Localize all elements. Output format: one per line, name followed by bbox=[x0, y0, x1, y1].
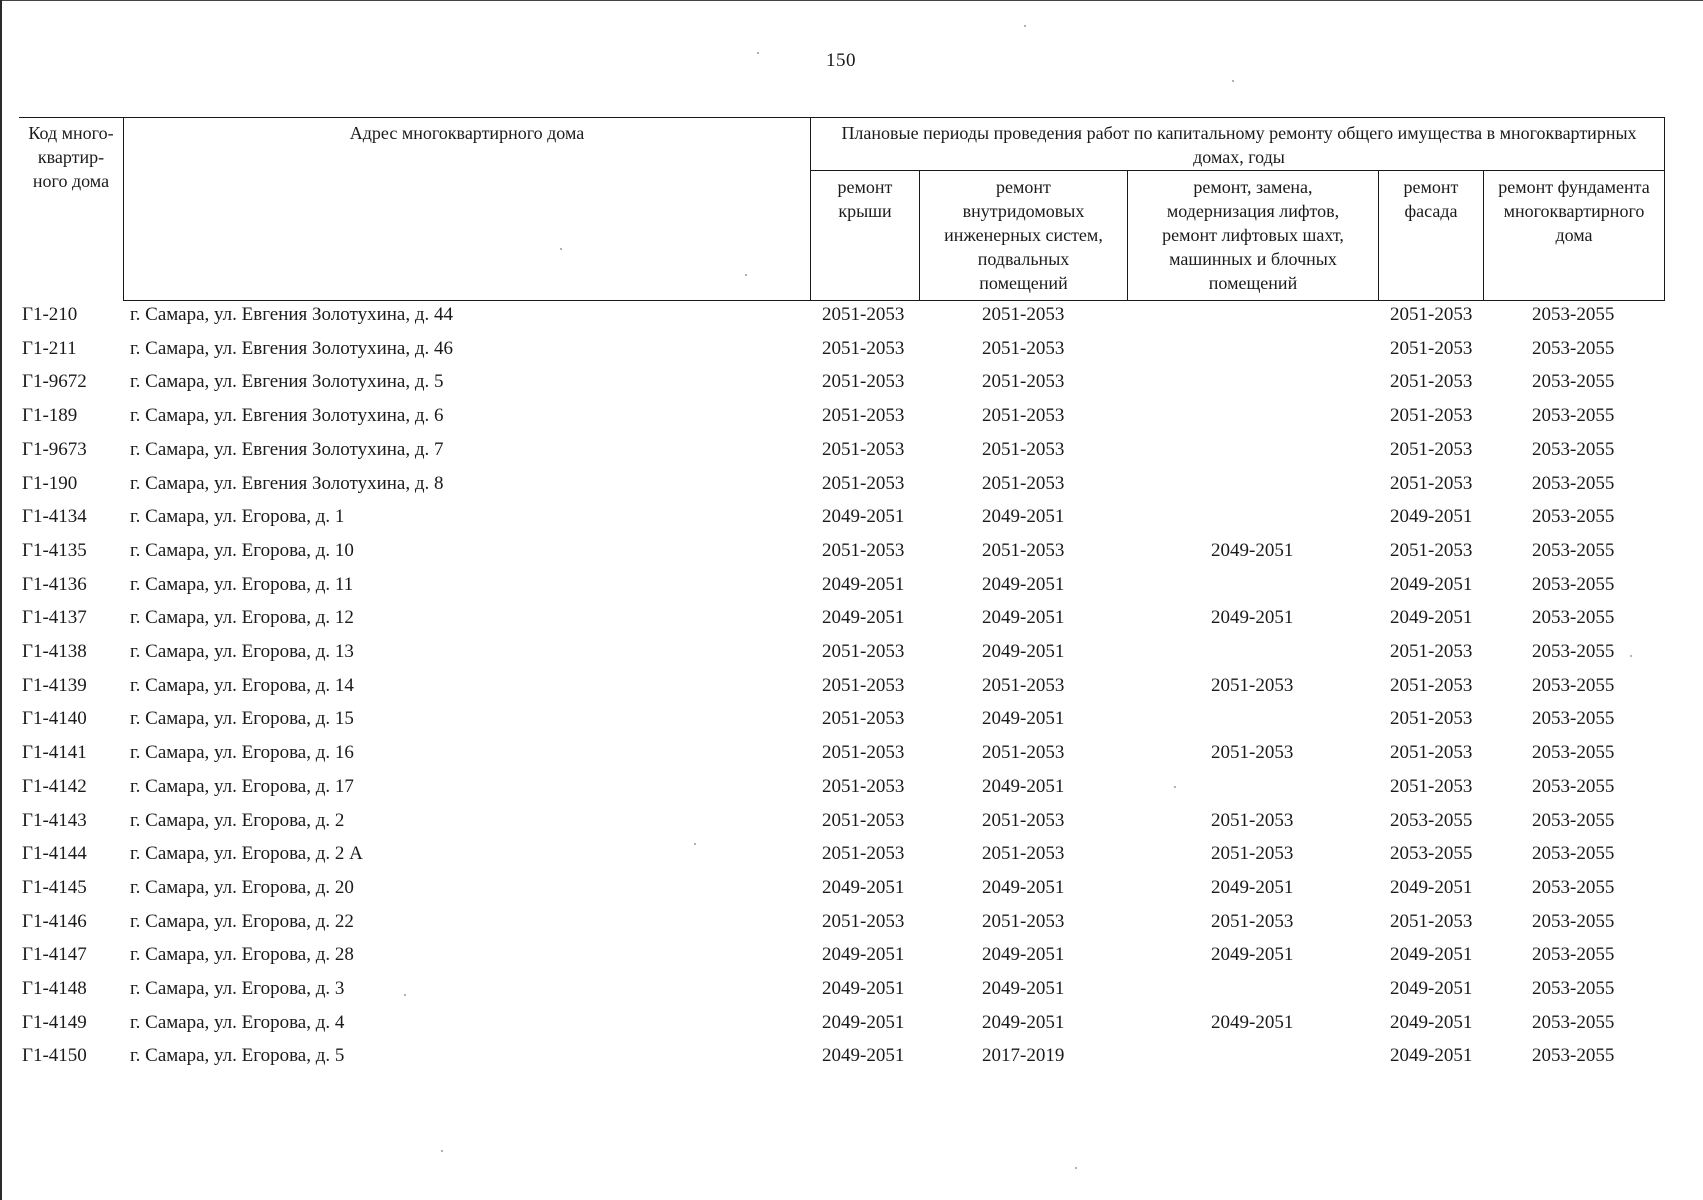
cell-roof: 2051-2053 bbox=[822, 405, 905, 427]
cell-foundation: 2053-2055 bbox=[1532, 910, 1615, 932]
cell-address: г. Самара, ул. Егорова, д. 1 bbox=[130, 506, 345, 528]
cell-code: Г1-4140 bbox=[22, 708, 87, 730]
cell-engineering: 2049-2051 bbox=[982, 641, 1065, 662]
cell-roof: 2051-2053 bbox=[822, 843, 905, 865]
cell-code: Г1-4136 bbox=[22, 573, 87, 595]
scan-speck bbox=[1232, 80, 1234, 82]
cell-address: г. Самара, ул. Егорова, д. 16 bbox=[130, 742, 354, 764]
cell-foundation: 2053-2055 bbox=[1532, 641, 1615, 662]
cell-code: Г1-4148 bbox=[22, 978, 87, 999]
cell-code: Г1-4137 bbox=[22, 607, 87, 629]
cell-lifts: 2051-2053 bbox=[1211, 910, 1294, 932]
table-row bbox=[0, 436, 1703, 470]
cell-code: Г1-211 bbox=[22, 337, 77, 359]
cell-foundation: 2053-2055 bbox=[1532, 573, 1615, 595]
cell-roof: 2051-2053 bbox=[822, 472, 905, 494]
cell-roof: 2049-2051 bbox=[822, 978, 905, 999]
cell-foundation: 2053-2055 bbox=[1532, 978, 1615, 999]
table-row bbox=[0, 807, 1703, 841]
cell-facade: 2053-2055 bbox=[1390, 809, 1473, 831]
cell-address: г. Самара, ул. Егорова, д. 22 bbox=[130, 910, 354, 932]
cell-engineering: 2049-2051 bbox=[982, 506, 1065, 528]
cell-address: г. Самара, ул. Егорова, д. 14 bbox=[130, 674, 354, 696]
scan-edge-top bbox=[0, 0, 1703, 1]
table-row bbox=[0, 874, 1703, 908]
cell-roof: 2051-2053 bbox=[822, 775, 905, 797]
cell-facade: 2049-2051 bbox=[1390, 944, 1473, 966]
cell-engineering: 2049-2051 bbox=[982, 876, 1065, 898]
cell-code: Г1-190 bbox=[22, 472, 78, 494]
cell-address: г. Самара, ул. Егорова, д. 12 bbox=[130, 607, 354, 629]
cell-facade: 2051-2053 bbox=[1390, 539, 1473, 561]
cell-foundation: 2053-2055 bbox=[1532, 708, 1615, 730]
cell-lifts: 2049-2051 bbox=[1211, 539, 1294, 561]
cell-foundation: 2053-2055 bbox=[1532, 304, 1615, 325]
cell-roof: 2049-2051 bbox=[822, 1045, 905, 1067]
scan-speck bbox=[757, 52, 759, 54]
cell-lifts: 2051-2053 bbox=[1211, 843, 1294, 865]
cell-foundation: 2053-2055 bbox=[1532, 775, 1615, 797]
table-row bbox=[0, 840, 1703, 874]
table-row bbox=[0, 941, 1703, 975]
cell-engineering: 2051-2053 bbox=[982, 910, 1065, 932]
cell-engineering: 2051-2053 bbox=[982, 809, 1065, 831]
cell-address: г. Самара, ул. Егорова, д. 11 bbox=[130, 573, 354, 595]
cell-facade: 2051-2053 bbox=[1390, 910, 1473, 932]
cell-engineering: 2051-2053 bbox=[982, 405, 1065, 427]
table-row bbox=[0, 739, 1703, 773]
cell-foundation: 2053-2055 bbox=[1532, 944, 1615, 966]
table-row bbox=[0, 470, 1703, 504]
cell-code: Г1-4135 bbox=[22, 539, 87, 561]
cell-engineering: 2051-2053 bbox=[982, 742, 1065, 764]
header-foundation: ремонт фундамента многоквартирного дома bbox=[1498, 177, 1650, 245]
cell-engineering: 2049-2051 bbox=[982, 607, 1065, 629]
cell-roof: 2051-2053 bbox=[822, 304, 905, 325]
cell-facade: 2049-2051 bbox=[1390, 1045, 1473, 1067]
scan-speck bbox=[404, 994, 406, 996]
cell-engineering: 2051-2053 bbox=[982, 304, 1065, 325]
cell-facade: 2049-2051 bbox=[1390, 607, 1473, 629]
scan-speck bbox=[1630, 655, 1632, 657]
cell-code: Г1-9672 bbox=[22, 371, 87, 393]
cell-address: г. Самара, ул. Егорова, д. 17 bbox=[130, 775, 354, 797]
header-address: Адрес многоквартирного дома bbox=[349, 123, 585, 143]
cell-facade: 2049-2051 bbox=[1390, 573, 1473, 595]
cell-facade: 2051-2053 bbox=[1390, 304, 1473, 325]
cell-engineering: 2049-2051 bbox=[982, 573, 1065, 595]
cell-code: Г1-4142 bbox=[22, 775, 87, 797]
table-row bbox=[0, 571, 1703, 605]
cell-roof: 2051-2053 bbox=[822, 742, 905, 764]
header-code: Код много- квартир- ного дома bbox=[28, 123, 114, 191]
cell-foundation: 2053-2055 bbox=[1532, 1045, 1615, 1067]
cell-facade: 2051-2053 bbox=[1390, 708, 1473, 730]
cell-code: Г1-4145 bbox=[22, 876, 87, 898]
cell-foundation: 2053-2055 bbox=[1532, 506, 1615, 528]
table-row bbox=[0, 604, 1703, 638]
cell-lifts: 2051-2053 bbox=[1211, 742, 1294, 764]
cell-lifts: 2049-2051 bbox=[1211, 944, 1294, 966]
cell-code: Г1-4134 bbox=[22, 506, 87, 528]
cell-roof: 2049-2051 bbox=[822, 876, 905, 898]
cell-engineering: 2051-2053 bbox=[982, 337, 1065, 359]
cell-engineering: 2051-2053 bbox=[982, 843, 1065, 865]
cell-engineering: 2051-2053 bbox=[982, 472, 1065, 494]
scan-speck bbox=[745, 274, 747, 276]
cell-address: г. Самара, ул. Евгения Золотухина, д. 6 bbox=[130, 405, 444, 427]
cell-engineering: 2049-2051 bbox=[982, 1011, 1065, 1033]
table-row bbox=[0, 1042, 1703, 1076]
cell-engineering: 2051-2053 bbox=[982, 539, 1065, 561]
cell-facade: 2049-2051 bbox=[1390, 1011, 1473, 1033]
cell-code: Г1-210 bbox=[22, 304, 78, 325]
cell-engineering: 2049-2051 bbox=[982, 978, 1065, 999]
table-row bbox=[0, 503, 1703, 537]
cell-code: Г1-4144 bbox=[22, 843, 87, 865]
cell-address: г. Самара, ул. Егорова, д. 10 bbox=[130, 539, 354, 561]
table-row bbox=[0, 1009, 1703, 1043]
cell-code: Г1-4143 bbox=[22, 809, 87, 831]
cell-roof: 2051-2053 bbox=[822, 641, 905, 662]
cell-facade: 2051-2053 bbox=[1390, 438, 1473, 460]
cell-code: Г1-4138 bbox=[22, 641, 87, 662]
cell-facade: 2051-2053 bbox=[1390, 641, 1473, 662]
table-row bbox=[0, 773, 1703, 807]
cell-engineering: 2049-2051 bbox=[982, 944, 1065, 966]
cell-facade: 2051-2053 bbox=[1390, 405, 1473, 427]
cell-roof: 2049-2051 bbox=[822, 506, 905, 528]
cell-roof: 2051-2053 bbox=[822, 809, 905, 831]
cell-address: г. Самара, ул. Евгения Золотухина, д. 7 bbox=[130, 438, 444, 460]
cell-engineering: 2051-2053 bbox=[982, 674, 1065, 696]
cell-foundation: 2053-2055 bbox=[1532, 843, 1615, 865]
table-row bbox=[0, 368, 1703, 402]
cell-facade: 2049-2051 bbox=[1390, 506, 1473, 528]
header-engineering: ремонт внутридомовых инженерных систем, подвальных помещений bbox=[944, 177, 1103, 293]
header-periods: Плановые периоды проведения работ по капитальному ремонту общего имущества в многоквартирных домах, годы bbox=[841, 123, 1637, 167]
cell-engineering: 2049-2051 bbox=[982, 775, 1065, 797]
cell-code: Г1-189 bbox=[22, 405, 78, 427]
table-row bbox=[0, 638, 1703, 672]
cell-address: г. Самара, ул. Егорова, д. 20 bbox=[130, 876, 354, 898]
cell-foundation: 2053-2055 bbox=[1532, 674, 1615, 696]
cell-roof: 2049-2051 bbox=[822, 1011, 905, 1033]
cell-foundation: 2053-2055 bbox=[1532, 438, 1615, 460]
cell-address: г. Самара, ул. Евгения Золотухина, д. 5 bbox=[130, 371, 444, 393]
cell-roof: 2049-2051 bbox=[822, 607, 905, 629]
table-row bbox=[0, 975, 1703, 1009]
scan-speck bbox=[441, 1150, 443, 1152]
table-row bbox=[0, 908, 1703, 942]
table-row bbox=[0, 402, 1703, 436]
cell-facade: 2051-2053 bbox=[1390, 742, 1473, 764]
cell-lifts: 2051-2053 bbox=[1211, 809, 1294, 831]
header-right-border bbox=[1664, 117, 1665, 301]
table-row bbox=[0, 672, 1703, 706]
cell-roof: 2049-2051 bbox=[822, 944, 905, 966]
cell-foundation: 2053-2055 bbox=[1532, 371, 1615, 393]
page-number: 150 bbox=[826, 50, 856, 71]
cell-code: Г1-4141 bbox=[22, 742, 87, 764]
scan-speck bbox=[1024, 25, 1026, 27]
cell-facade: 2051-2053 bbox=[1390, 337, 1473, 359]
table-header bbox=[19, 117, 1665, 301]
cell-roof: 2051-2053 bbox=[822, 371, 905, 393]
cell-facade: 2053-2055 bbox=[1390, 843, 1473, 865]
cell-roof: 2051-2053 bbox=[822, 910, 905, 932]
cell-address: г. Самара, ул. Егорова, д. 3 bbox=[130, 978, 345, 999]
cell-facade: 2051-2053 bbox=[1390, 775, 1473, 797]
cell-engineering: 2049-2051 bbox=[982, 708, 1065, 730]
cell-address: г. Самара, ул. Егорова, д. 2 bbox=[130, 809, 345, 831]
cell-facade: 2049-2051 bbox=[1390, 978, 1473, 999]
scan-speck bbox=[1075, 1167, 1077, 1169]
cell-engineering: 2051-2053 bbox=[982, 371, 1065, 393]
scan-speck bbox=[1174, 786, 1176, 788]
cell-code: Г1-4147 bbox=[22, 944, 87, 966]
cell-foundation: 2053-2055 bbox=[1532, 405, 1615, 427]
cell-roof: 2051-2053 bbox=[822, 708, 905, 730]
cell-address: г. Самара, ул. Егорова, д. 2 А bbox=[130, 843, 363, 865]
cell-foundation: 2053-2055 bbox=[1532, 876, 1615, 898]
header-facade: ремонт фасада bbox=[1403, 177, 1459, 221]
cell-facade: 2051-2053 bbox=[1390, 674, 1473, 696]
cell-foundation: 2053-2055 bbox=[1532, 607, 1615, 629]
cell-engineering: 2017-2019 bbox=[982, 1045, 1065, 1067]
cell-code: Г1-9673 bbox=[22, 438, 87, 460]
cell-address: г. Самара, ул. Евгения Золотухина, д. 8 bbox=[130, 472, 444, 494]
cell-code: Г1-4139 bbox=[22, 674, 87, 696]
cell-address: г. Самара, ул. Евгения Золотухина, д. 44 bbox=[130, 304, 454, 325]
cell-roof: 2051-2053 bbox=[822, 337, 905, 359]
cell-code: Г1-4150 bbox=[22, 1045, 87, 1067]
cell-address: г. Самара, ул. Егорова, д. 5 bbox=[130, 1045, 345, 1067]
cell-roof: 2049-2051 bbox=[822, 573, 905, 595]
cell-lifts: 2049-2051 bbox=[1211, 876, 1294, 898]
cell-foundation: 2053-2055 bbox=[1532, 809, 1615, 831]
cell-address: г. Самара, ул. Егорова, д. 13 bbox=[130, 641, 354, 662]
cell-lifts: 2051-2053 bbox=[1211, 674, 1294, 696]
cell-foundation: 2053-2055 bbox=[1532, 337, 1615, 359]
cell-code: Г1-4146 bbox=[22, 910, 87, 932]
cell-address: г. Самара, ул. Егорова, д. 28 bbox=[130, 944, 354, 966]
header-roof: ремонт крыши bbox=[837, 177, 893, 221]
cell-facade: 2051-2053 bbox=[1390, 371, 1473, 393]
cell-engineering: 2051-2053 bbox=[982, 438, 1065, 460]
cell-address: г. Самара, ул. Евгения Золотухина, д. 46 bbox=[130, 337, 454, 359]
header-lifts: ремонт, замена, модернизация лифтов, ремонт лифтовых шахт, машинных и блочных помещений bbox=[1162, 177, 1344, 293]
cell-facade: 2051-2053 bbox=[1390, 472, 1473, 494]
cell-roof: 2051-2053 bbox=[822, 674, 905, 696]
cell-lifts: 2049-2051 bbox=[1211, 607, 1294, 629]
table-row bbox=[0, 335, 1703, 369]
cell-address: г. Самара, ул. Егорова, д. 4 bbox=[130, 1011, 345, 1033]
cell-foundation: 2053-2055 bbox=[1532, 742, 1615, 764]
table-row bbox=[0, 705, 1703, 739]
cell-foundation: 2053-2055 bbox=[1532, 472, 1615, 494]
table-row bbox=[0, 537, 1703, 571]
table-row bbox=[0, 301, 1703, 335]
scan-speck bbox=[694, 843, 696, 845]
cell-foundation: 2053-2055 bbox=[1532, 1011, 1615, 1033]
cell-lifts: 2049-2051 bbox=[1211, 1011, 1294, 1033]
cell-foundation: 2053-2055 bbox=[1532, 539, 1615, 561]
cell-address: г. Самара, ул. Егорова, д. 15 bbox=[130, 708, 354, 730]
scan-speck bbox=[560, 248, 562, 250]
cell-facade: 2049-2051 bbox=[1390, 876, 1473, 898]
cell-roof: 2051-2053 bbox=[822, 539, 905, 561]
cell-code: Г1-4149 bbox=[22, 1011, 87, 1033]
cell-roof: 2051-2053 bbox=[822, 438, 905, 460]
